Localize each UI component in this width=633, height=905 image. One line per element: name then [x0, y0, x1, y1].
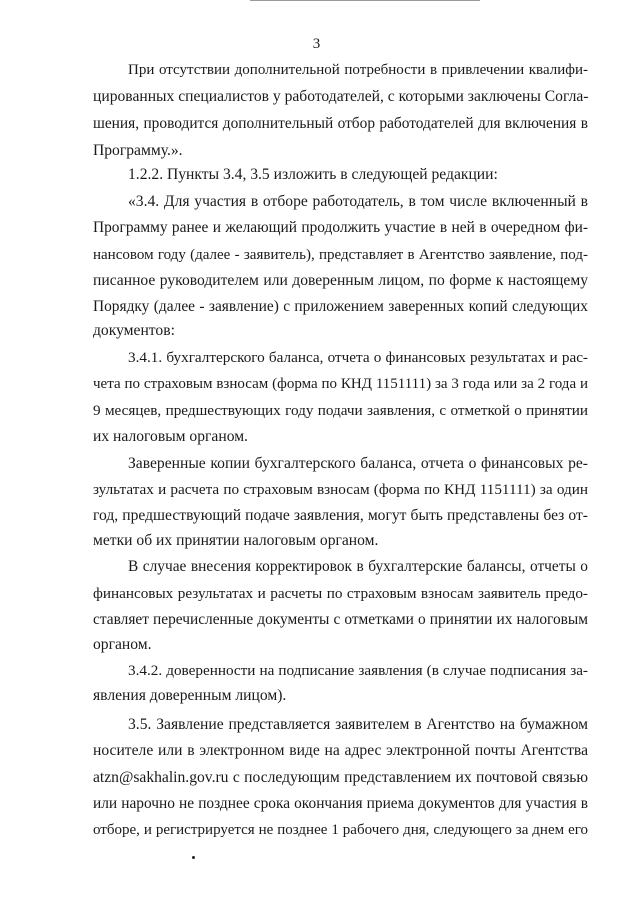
text-line: ставляет перечисленные документы с отметками о принятии их налоговым	[93, 611, 588, 628]
text-line: Заверенные копии бухгалтерского баланса, отчета о финансовых ре-	[128, 455, 588, 472]
text-line: 3.4.1. бухгалтерского баланса, отчета о финансовых результатах и рас-	[128, 349, 588, 366]
text-line: писанное руководителем или доверенным лицом, по форме к настоящему	[93, 272, 588, 289]
page-number: 3	[312, 36, 321, 52]
text-line: цированных специалистов у работодателей, с которыми заключены Согла-	[93, 88, 589, 105]
text-line: зультатах и расчета по страховым взносам (форма по КНД 1151111) за один	[93, 481, 588, 498]
text-line: документов:	[93, 322, 175, 339]
text-line: метки об их принятии налоговым органом.	[93, 532, 379, 549]
text-line: «3.4. Для участия в отборе работодатель, в том числе включенный в	[128, 193, 588, 210]
text-line: явления доверенным лицом).	[93, 687, 287, 704]
text-line: 3.5. Заявление представляется заявителем в Агентство на бумажном	[128, 716, 588, 733]
text-line: Порядку (далее - заявление) с приложением заверенных копий следующих	[93, 298, 588, 315]
text-line: atzn@sakhalin.gov.ru с последующим представлением их почтовой связью	[93, 769, 588, 786]
text-line: органом.	[93, 636, 152, 653]
text-line: отборе, и регистрируется не позднее 1 рабочего дня, следующего за днем его	[93, 822, 588, 838]
text-line: 9 месяцев, предшествующих году подачи заявления, с отметкой о принятии	[93, 402, 588, 419]
text-line: год, предшествующий подаче заявления, могут быть представлены без от-	[93, 507, 588, 524]
top-edge-rule	[250, 0, 480, 1]
text-line: 1.2.2. Пункты 3.4, 3.5 изложить в следующей редакции:	[128, 166, 498, 183]
text-line: их налоговым органом.	[93, 428, 248, 445]
text-line: носителе или в электронном виде на адрес электронной почты Агентства	[93, 742, 588, 759]
scan-speck	[192, 856, 195, 859]
text-line: или нарочно не позднее срока окончания приема документов для участия в	[93, 795, 588, 812]
text-line: 3.4.2. доверенности на подписание заявления (в случае подписания за-	[128, 662, 588, 679]
text-line: нансовом году (далее - заявитель), представляет в Агентство заявление, под-	[93, 247, 588, 263]
text-line: При отсутствии дополнительной потребности в привлечении квалифи-	[128, 62, 588, 78]
text-line: чета по страховым взносам (форма по КНД 1151111) за 3 года или за 2 года и	[93, 376, 588, 392]
text-line: Программу ранее и желающий продолжить участие в ней в очередном фи-	[93, 219, 588, 236]
text-line: финансовых результатах и расчеты по страховым взносам заявитель предо-	[93, 585, 588, 602]
text-line: В случае внесения корректировок в бухгалтерские балансы, отчеты о	[128, 558, 588, 575]
text-line: шения, проводится дополнительный отбор работодателей для включения в	[93, 115, 588, 132]
text-line: Программу.».	[93, 142, 183, 159]
